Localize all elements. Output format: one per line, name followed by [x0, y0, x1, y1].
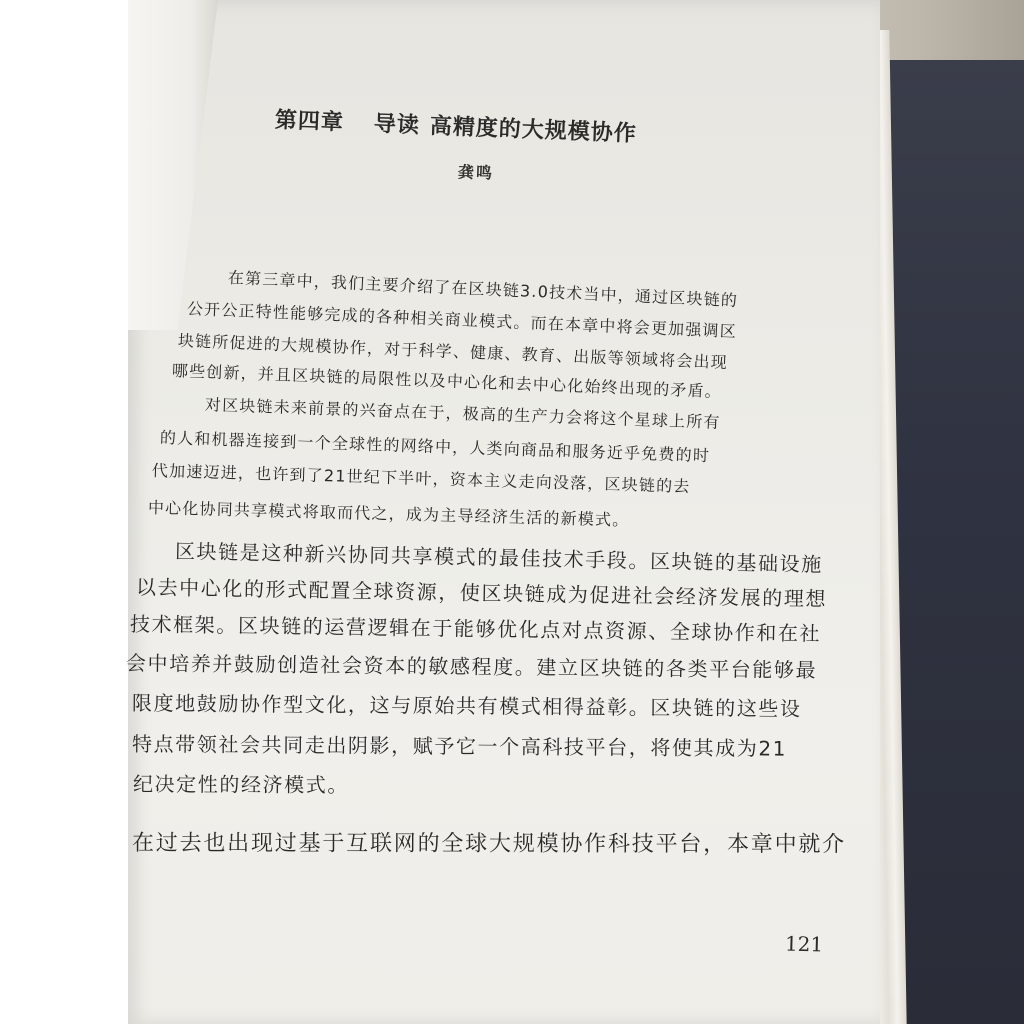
text-line: 的人和机器连接到一个全球性的网络中，人类向商品和服务近乎免费的时 [159, 428, 711, 466]
text-line: 块链所促进的大规模协作，对于科学、健康、教育、出版等领域将会出现 [177, 331, 729, 373]
text-line: 技术框架。区块链的运营逻辑在于能够优化点对点资源、全球协作和在社 [129, 612, 822, 646]
text-line: 特点带领社会共同走出阴影，赋予它一个高科技平台，将使其成为21 [131, 732, 788, 761]
left-margin-white [0, 0, 128, 1024]
text-line: 在第三章中，我们主要介绍了在区块链3.0技术当中，通过区块链的 [227, 268, 739, 311]
text-line: 哪些创新，并且区块链的局限性以及中心化和去中心化始终出现的矛盾。 [171, 361, 723, 402]
text-line: 以去中心化的形式配置全球资源，使区块链成为促进社会经济发展的理想 [135, 575, 828, 612]
page-number: 121 [784, 931, 824, 957]
text-line: 纪决定性的经济模式。 [132, 772, 350, 798]
chapter-label: 导读 [373, 111, 421, 139]
text-line: 区块链是这种新兴协同共享模式的最佳技术手段。区块链的基础设施 [174, 539, 824, 577]
text-line: 限度地鼓励协作型文化，这与原始共有模式相得益彰。区块链的这些设 [131, 691, 802, 721]
chapter-name: 高精度的大规模协作 [429, 113, 638, 147]
text-line: 对区块链未来前景的兴奋点在于，极高的生产力会将这个星球上所有 [204, 395, 721, 433]
text-line: 会中培养并鼓励创造社会资本的敏感程度。建立区块链的各类平台能够最 [125, 651, 818, 683]
text-line: 代加速迈进，也许到了21世纪下半叶，资本主义走向没落，区块链的去 [151, 461, 691, 496]
text-line: 中心化协同共享模式将取而代之，成为主导经济生活的新模式。 [147, 498, 630, 530]
text-line: 公开公正特性能够完成的各种相关商业模式。而在本章中将会更加强调区 [186, 299, 738, 342]
chapter-number: 第四章 [274, 108, 345, 136]
author-name: 龚鸣 [457, 162, 495, 183]
text-line: 在过去也出现过基于互联网的全球大规模协作科技平台，本章中就介 [131, 831, 847, 858]
